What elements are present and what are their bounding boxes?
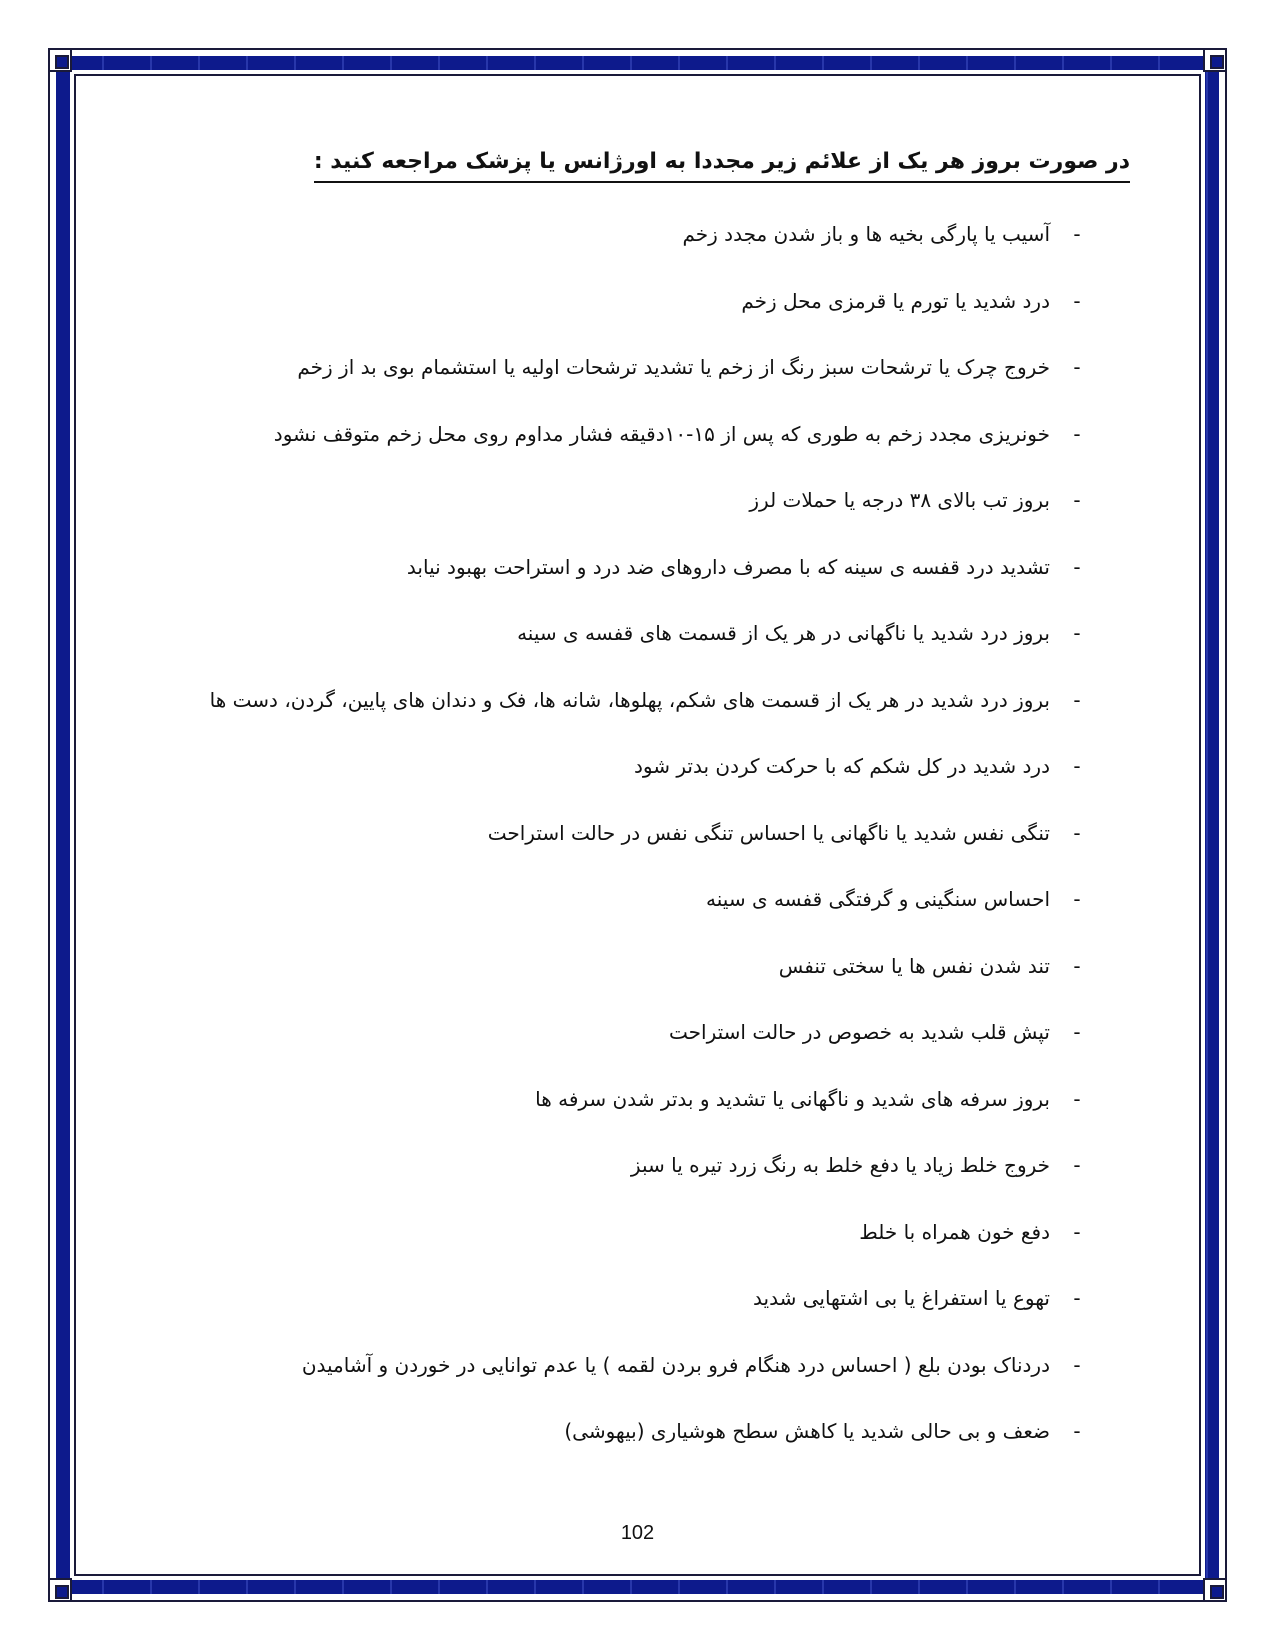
list-item-text: تنگی نفس شدید یا ناگهانی یا احساس تنگی نفس در حالت استراحت <box>487 820 1050 845</box>
list-item-text: تند شدن نفس ها یا سختی تنفس <box>778 953 1050 978</box>
list-item <box>160 800 1130 867</box>
list-item <box>160 1332 1130 1399</box>
list-item <box>160 999 1130 1066</box>
document-body <box>160 145 1130 1465</box>
list-item-text: بروز درد شدید یا ناگهانی در هر یک از قسمت های قفسه ی سینه <box>517 621 1050 646</box>
list-item-text: ضعف و بی حالی شدید یا کاهش سطح هوشیاری (بیهوشی) <box>564 1419 1050 1444</box>
list-item <box>160 933 1130 1000</box>
list-item <box>160 1398 1130 1465</box>
bullet-dash: - <box>1073 554 1081 579</box>
list-item-text: خروج خلط زیاد یا دفع خلط به رنگ زرد تیره یا سبز <box>630 1153 1050 1178</box>
bullet-dash: - <box>1073 621 1081 646</box>
border-corner-ornament <box>1203 48 1227 72</box>
list-item-text: احساس سنگینی و گرفتگی قفسه ی سینه <box>706 887 1050 912</box>
list-item <box>160 401 1130 468</box>
list-item-text: درد شدید در کل شکم که با حرکت کردن بدتر شود <box>634 754 1050 779</box>
list-item-text: تشدید درد قفسه ی سینه که با مصرف داروهای ضد درد و استراحت بهبود نیابد <box>406 554 1050 579</box>
list-item-text: بروز سرفه های شدید و ناگهانی یا تشدید و بدتر شدن سرفه ها <box>535 1086 1050 1111</box>
section-heading: در صورت بروز هر یک از علائم زیر مجددا به اورژانس یا پزشک مراجعه کنید : <box>314 145 1130 183</box>
bullet-dash: - <box>1073 1219 1081 1244</box>
list-item-text: خونریزی مجدد زخم به طوری که پس از ۱۵-۱۰دقیقه فشار مداوم روی محل زخم متوقف نشود <box>273 421 1050 446</box>
bullet-dash: - <box>1073 1020 1081 1045</box>
bullet-dash: - <box>1073 355 1081 380</box>
warning-signs-list <box>160 201 1130 1465</box>
list-item <box>160 534 1130 601</box>
list-item <box>160 1132 1130 1199</box>
bullet-dash: - <box>1073 488 1081 513</box>
list-item-text: دردناک بودن بلع ( احساس درد هنگام فرو بردن لقمه ) یا عدم توانایی در خوردن و آشامیدن <box>301 1352 1050 1377</box>
bullet-dash: - <box>1073 820 1081 845</box>
bullet-dash: - <box>1073 1419 1081 1444</box>
bullet-dash: - <box>1073 1352 1081 1377</box>
list-item <box>160 467 1130 534</box>
list-item-text: تهوع یا استفراغ یا بی اشتهایی شدید <box>753 1286 1050 1311</box>
list-item <box>160 201 1130 268</box>
bullet-dash: - <box>1073 421 1081 446</box>
list-item-text: تپش قلب شدید به خصوص در حالت استراحت <box>669 1020 1050 1045</box>
list-item <box>160 667 1130 734</box>
bullet-dash: - <box>1073 754 1081 779</box>
bullet-dash: - <box>1073 222 1081 247</box>
list-item <box>160 1066 1130 1133</box>
list-item <box>160 600 1130 667</box>
list-item-text: درد شدید یا تورم یا قرمزی محل زخم <box>741 288 1050 313</box>
bullet-dash: - <box>1073 1086 1081 1111</box>
page-number: 102 <box>620 1522 655 1544</box>
border-corner-ornament <box>1203 1578 1227 1602</box>
bullet-dash: - <box>1073 953 1081 978</box>
list-item <box>160 1199 1130 1266</box>
bullet-dash: - <box>1073 1153 1081 1178</box>
list-item <box>160 334 1130 401</box>
list-item-text: بروز تب بالای ۳۸ درجه یا حملات لرز <box>749 488 1050 513</box>
list-item <box>160 733 1130 800</box>
list-item <box>160 268 1130 335</box>
list-item-text: خروج چرک یا ترشحات سبز رنگ از زخم یا تشدید ترشحات اولیه یا استشمام بوی بد از زخم <box>297 355 1050 380</box>
list-item <box>160 866 1130 933</box>
border-corner-ornament <box>48 1578 72 1602</box>
bullet-dash: - <box>1073 288 1081 313</box>
bullet-dash: - <box>1073 1286 1081 1311</box>
list-item-text: دفع خون همراه با خلط <box>859 1219 1050 1244</box>
list-item <box>160 1265 1130 1332</box>
list-item-text: آسیب یا پارگی بخیه ها و باز شدن مجدد زخم <box>682 222 1050 247</box>
bullet-dash: - <box>1073 887 1081 912</box>
bullet-dash: - <box>1073 687 1081 712</box>
border-corner-ornament <box>48 48 72 72</box>
list-item-text: بروز درد شدید در هر یک از قسمت های شکم، پهلوها، شانه ها، فک و دندان های پایین، گردن، دست ها <box>209 687 1050 712</box>
